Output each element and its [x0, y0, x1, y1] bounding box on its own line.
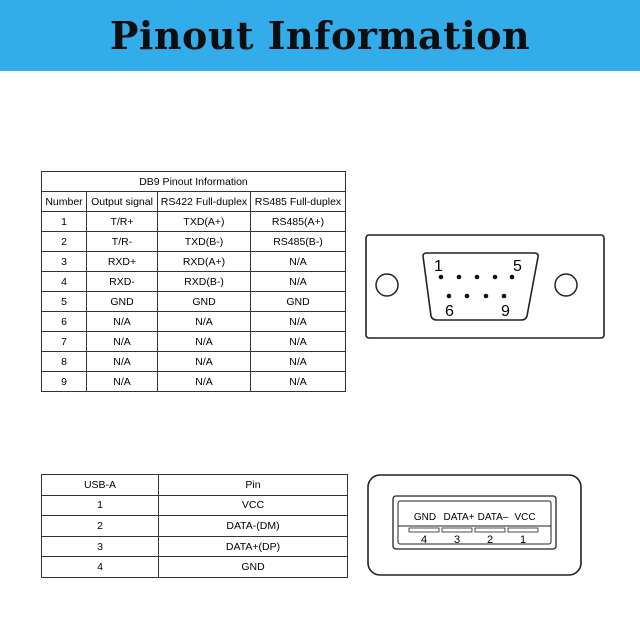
table-cell: DATA+(DP): [159, 536, 348, 557]
signal-label: DATA+: [443, 512, 475, 523]
table-cell: 8: [42, 352, 87, 372]
table-cell: GND: [159, 557, 348, 578]
column-header: RS485 Full-duplex: [251, 192, 346, 212]
table-row: [42, 557, 348, 578]
table-cell: GND: [251, 292, 346, 312]
table-row: [42, 495, 348, 516]
table-row: [42, 212, 346, 232]
pin-number-label: 4: [420, 534, 428, 546]
table-cell: 1: [42, 212, 87, 232]
table-cell: GND: [158, 292, 251, 312]
table-cell: 3: [42, 536, 159, 557]
table-cell: N/A: [87, 312, 158, 332]
table-cell: RXD-: [87, 272, 158, 292]
column-header: Number: [42, 192, 87, 212]
db9-table-title: DB9 Pinout Information: [42, 172, 346, 192]
usb-pinout-table: [41, 474, 348, 578]
table-row: [42, 312, 346, 332]
table-cell: 3: [42, 252, 87, 272]
table-cell: N/A: [158, 312, 251, 332]
table-cell: N/A: [251, 312, 346, 332]
table-cell: RS485(B-): [251, 232, 346, 252]
table-cell: RXD+: [87, 252, 158, 272]
pin-label-5: 5: [513, 258, 522, 275]
table-cell: N/A: [158, 352, 251, 372]
table-cell: 2: [42, 516, 159, 537]
signal-label: GND: [413, 512, 437, 523]
table-cell: 2: [42, 232, 87, 252]
table-row: [42, 272, 346, 292]
signal-label: VCC: [514, 512, 536, 523]
table-cell: GND: [87, 292, 158, 312]
table-cell: 6: [42, 312, 87, 332]
pin-dot: [457, 275, 462, 280]
pin-dot: [510, 275, 515, 280]
title-banner: [0, 0, 640, 71]
table-cell: T/R-: [87, 232, 158, 252]
pin-dot: [484, 294, 489, 299]
usb-a-connector-diagram: [367, 474, 582, 576]
db9-pinout-table: [41, 171, 346, 392]
table-row: [42, 252, 346, 272]
column-header: Pin: [159, 475, 348, 496]
table-cell: N/A: [87, 332, 158, 352]
table-cell: 4: [42, 272, 87, 292]
table-cell: 7: [42, 332, 87, 352]
table-cell: 4: [42, 557, 159, 578]
pin-dot: [439, 275, 444, 280]
column-header: Output signal: [87, 192, 158, 212]
pin-dot: [447, 294, 452, 299]
table-row: [42, 536, 348, 557]
table-cell: DATA-(DM): [159, 516, 348, 537]
table-cell: RXD(B-): [158, 272, 251, 292]
pin-dot: [475, 275, 480, 280]
table-cell: 5: [42, 292, 87, 312]
table-cell: N/A: [87, 352, 158, 372]
table-cell: N/A: [87, 372, 158, 392]
table-cell: RXD(A+): [158, 252, 251, 272]
table-cell: N/A: [251, 352, 346, 372]
column-header: USB-A: [42, 475, 159, 496]
table-cell: N/A: [251, 372, 346, 392]
table-cell: N/A: [251, 272, 346, 292]
pin-label-1: 1: [434, 258, 443, 275]
pin-number-label: 2: [486, 534, 494, 546]
pin-label-9: 9: [501, 303, 510, 320]
table-cell: N/A: [158, 332, 251, 352]
signal-label: DATA–: [477, 512, 509, 523]
table-cell: TXD(A+): [158, 212, 251, 232]
table-title-row: [42, 172, 346, 192]
pin-label-6: 6: [445, 303, 454, 320]
db9-connector-diagram: [365, 234, 605, 339]
page-title: Pinout Information: [109, 13, 531, 58]
table-cell: 9: [42, 372, 87, 392]
table-row: [42, 352, 346, 372]
table-header-row: [42, 192, 346, 212]
column-header: RS422 Full-duplex: [158, 192, 251, 212]
right-mounting-hole: [555, 274, 577, 296]
left-mounting-hole: [376, 274, 398, 296]
table-cell: TXD(B-): [158, 232, 251, 252]
table-cell: T/R+: [87, 212, 158, 232]
table-row: [42, 332, 346, 352]
table-row: [42, 372, 346, 392]
table-cell: N/A: [251, 252, 346, 272]
table-cell: N/A: [158, 372, 251, 392]
table-header-row: [42, 475, 348, 496]
pin-dot: [493, 275, 498, 280]
table-row: [42, 516, 348, 537]
pin-number-label: 3: [453, 534, 461, 546]
table-row: [42, 232, 346, 252]
pin-dot: [502, 294, 507, 299]
pin-number-label: 1: [519, 534, 527, 546]
table-cell: N/A: [251, 332, 346, 352]
table-cell: 1: [42, 495, 159, 516]
table-cell: RS485(A+): [251, 212, 346, 232]
table-cell: VCC: [159, 495, 348, 516]
table-row: [42, 292, 346, 312]
pin-dot: [465, 294, 470, 299]
